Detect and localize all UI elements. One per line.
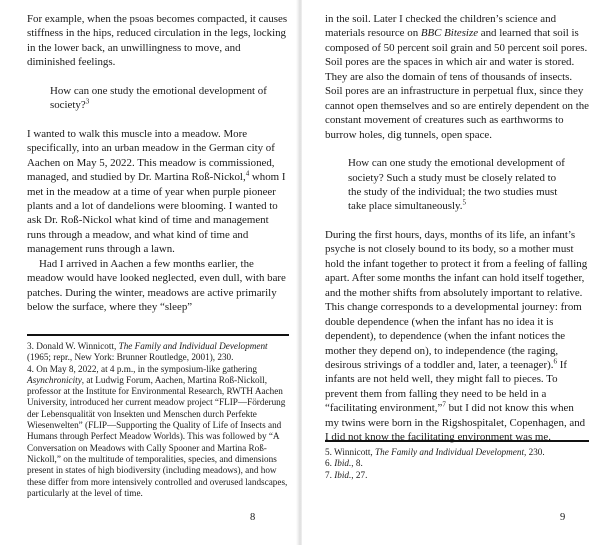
left-page — [0, 0, 298, 545]
right-body-text — [325, 12, 589, 445]
left-quote-text: How can one study the emotional development of society? — [50, 84, 267, 112]
right-quote-text: How can one study the emotional development of society? Such a study must be closely related to the study of the individual; the two studies must take place simultaneously. — [348, 157, 565, 213]
footnote-6: 6. Ibid., 8. — [325, 458, 363, 469]
footnote-ref-5[interactable]: 5 — [462, 198, 467, 207]
right-block-quote — [325, 156, 589, 214]
left-paragraph-2: I wanted to walk this muscle into a meadow. More specifically, into an urban meadow in the German city of Aachen on May 5, 2022. This meadow is commissioned, managed, and studied by Dr. Martina Roß-Nickol,$^4$ whom I met in the meadow at a time of year when purple pioneer plants and a lot of dandelions were blooming. I wanted to ask Dr. Roß-Nickol what kind of time and management runs through a meadow, and what kind of time and management runs through a lawn. — [27, 127, 286, 256]
left-body-text — [27, 12, 289, 315]
footnote-4: 4. On May 8, 2022, at 4 p.m., in the symposium-like gathering Asynchronicity, at Ludwig Forum, Aachen, Martina Roß-Nickoll, professor at the Institute for Environmental Research, RWTH Aachen University, introduced her current meadow project “FLIP—Förderung der Lebensqualität von Insekten und Menschen durch Perfekte Wiesenwelten” (FLIP—Supporting the Quality of Life of Insects and Humans through Perfect Meadow Worlds). This was followed by “A Conversation on Meadows with Cally Spooner and Martina Roß-Nickoll,” on the multitude of temporalities, species, and dimensions present in states of high biodiversity (including meadows), and how these differ from more intensively controlled and overused landscapes, particularly at the level of time. — [27, 363, 288, 498]
footnote-ref-3[interactable]: 3 — [85, 97, 90, 106]
right-paragraph-2: During the first hours, days, months of its life, an infant’s psyche is not closely bound to its body, so a mother must hold the infant together to protect it from a feeling of falling apart. After some months the infant can hold itself together, and the mother shifts from absolutely important to relative. This change corresponds to a developmental journey: from double dependence (when the infant has no idea it is dependent), to dependence (when the infant notices the mother they depend on), to independence (the raging, desirous strivings of a toddler and, later, a teenager).$^6$ If infants are not held well, they might fall to pieces. To prevent them from falling they need to be held in a “facilitating environment,”$^7$ but I did not know this when my twins were born in the Rigshospitalet, Copenhagen, and I did not know the facilitating environment was me. — [325, 228, 588, 444]
footnote-3: 3. Donald W. Winnicott, The Family and Individual Development (1965; repr., New York: Brunner Routledge, 2001), 230. — [27, 341, 268, 363]
page-number-right: 9 — [560, 512, 566, 523]
left-block-quote — [27, 84, 289, 113]
footnote-ref-6[interactable]: 6 — [553, 357, 557, 366]
page-number-left: 8 — [250, 512, 256, 523]
footnote-7: 7. Ibid., 27. — [325, 469, 368, 480]
left-footnotes — [27, 334, 289, 499]
right-footnotes — [325, 440, 589, 481]
right-page — [302, 0, 600, 545]
left-paragraph-3: Had I arrived in Aachen a few months earlier, the meadow would have looked neglected, even dull, with bare patches. During the winter, meadows are active primarily below the surface, where they “sleep” — [27, 257, 286, 314]
footnote-ref-7[interactable]: 7 — [442, 400, 446, 409]
right-paragraph-1: in the soil. Later I checked the children’s science and materials resource on BBC Bitesize and learned that soil is composed of 50 percent soil grain and 50 percent soil pores. Soil pores are the spaces in which air and water is stored. They are also the domain of tens of thousands of insects. Soil pores are an infrastructure in perpetual flux, since they cannot open themselves and so are entirely dependent on the constant movement of creatures such as earthworms to burrow holes, dig tunnels, open space. — [325, 13, 590, 141]
footnote-5: 5. Winnicott, The Family and Individual Development, 230. — [325, 447, 545, 457]
left-paragraph-1: For example, when the psoas becomes compacted, it causes stiffness in the hips, reduced circulation in the legs, locking in the lower back, an unwillingness to move, and diminished feelings. — [27, 13, 288, 69]
footnote-ref-4[interactable]: 4 — [245, 169, 250, 178]
